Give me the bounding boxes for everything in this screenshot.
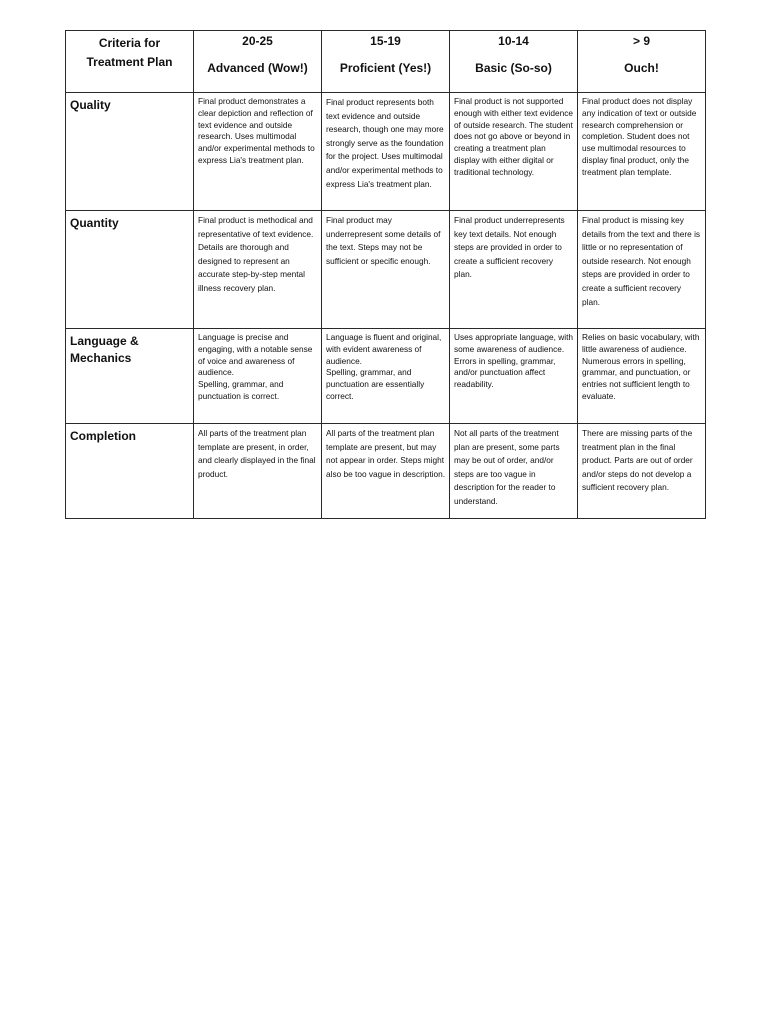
descriptor-text: Final product represents both text evidence and outside research, though one may more strongly serve as the foundation for the project. Uses multimodal and/or experimental methods to express Lia's treatment plan. [326, 97, 444, 189]
descriptor-text: Spelling, grammar, and punctuation are essentially correct. [326, 367, 425, 401]
level-label: Ouch! [624, 61, 659, 75]
score-range: 10-14 [498, 34, 529, 48]
descriptor-text: Spelling, grammar, and punctuation is correct. [198, 379, 284, 401]
descriptor-proficient [322, 211, 450, 329]
criterion-name: Completion [66, 424, 194, 519]
descriptor-text: Final product underrepresents key text details. Not enough steps are provided in order to create a sufficient recovery plan. [454, 215, 565, 280]
descriptor-text: There are missing parts of the treatment plan in the final product. Parts are out of order and/or steps do not develop a sufficient recovery plan. [582, 428, 693, 493]
score-range: > 9 [632, 34, 650, 48]
descriptor-ouch [578, 424, 706, 519]
descriptor-text: Errors in spelling, grammar, and/or punctuation affect readability. [454, 355, 556, 390]
descriptor-text: Final product is missing key details from the text and there is little or no representation of outside research. Not enough steps are provided in order to create a sufficient recovery plan. [582, 215, 701, 307]
descriptor-advanced [194, 93, 322, 211]
descriptor-text: All parts of the treatment plan template are present, in order, and clearly displayed in the final product. [198, 428, 316, 479]
descriptor-basic [450, 93, 578, 211]
header-row [66, 31, 706, 93]
score-range: 15-19 [370, 34, 401, 48]
level-header-proficient [322, 31, 450, 93]
criterion-name: Quality [66, 93, 194, 211]
level-label: Basic (So-so) [475, 61, 552, 75]
descriptor-advanced [194, 211, 322, 329]
descriptor-basic [450, 211, 578, 329]
descriptor-basic [450, 329, 578, 424]
descriptor-proficient [322, 424, 450, 519]
rubric-table [65, 30, 706, 519]
descriptor-text: Relies on basic vocabulary, with little awareness of audience. [582, 332, 700, 354]
level-label: Proficient (Yes!) [339, 61, 432, 75]
descriptor-basic [450, 424, 578, 519]
level-label: Advanced (Wow!) [207, 61, 308, 75]
descriptor-text: Uses appropriate language, with some awareness of audience. [454, 332, 573, 354]
criteria-header [66, 31, 194, 93]
descriptor-advanced [194, 329, 322, 424]
criteria-header-line2: Treatment Plan [86, 55, 173, 69]
descriptor-text: Numerous errors in spelling, grammar, and punctuation, or entries not sufficient length to evaluate. [582, 355, 691, 401]
criterion-name [66, 329, 194, 424]
descriptor-text: Final product does not display any indication of text or outside research comprehension or completion. Student does not use multimodal resources to display final product, only the treatment plan template. [582, 96, 697, 177]
rubric-row-completion [66, 424, 706, 519]
rubric-row-quality [66, 93, 706, 211]
criterion-name: Quantity [66, 211, 194, 329]
score-range: 20-25 [242, 34, 273, 48]
level-header-ouch [578, 31, 706, 93]
rubric-row-language-mechanics [66, 329, 706, 424]
descriptor-text: Final product demonstrates a clear depiction and reflection of text evidence and outside research. Uses multimodal and/or experimental methods to express Lia's treatment plan. [198, 96, 315, 165]
descriptor-text: All parts of the treatment plan template are present, but may not appear in order. Steps might also be too vague in description. [326, 428, 446, 479]
descriptor-text: Final product is methodical and representative of text evidence. Details are thorough and designed to represent an accurate step-by-step mental illness recovery plan. [198, 215, 314, 293]
descriptor-text: Language is fluent and original, with evident awareness of audience. [326, 332, 442, 366]
level-header-basic [450, 31, 578, 93]
criteria-header-line1: Criteria for [98, 36, 161, 50]
criterion-name-line1: Language & [70, 334, 139, 348]
criterion-name-line2: Mechanics [70, 351, 132, 365]
descriptor-text: Final product may underrepresent some details of the text. Steps may not be sufficient or specific enough. [326, 215, 441, 266]
descriptor-text: Not all parts of the treatment plan are present, some parts may be out of order, and/or steps are too vague in description for the reader to understand. [454, 428, 560, 506]
descriptor-ouch [578, 329, 706, 424]
descriptor-ouch [578, 93, 706, 211]
descriptor-text: Final product is not supported enough with either text evidence of outside research. The student does not go above or beyond in creating a treatment plan display with either digital or traditional technology. [454, 96, 574, 177]
descriptor-advanced [194, 424, 322, 519]
descriptor-proficient [322, 329, 450, 424]
level-header-advanced [194, 31, 322, 93]
descriptor-text: Language is precise and engaging, with a notable sense of voice and awareness of audience. [198, 332, 313, 378]
rubric-row-quantity [66, 211, 706, 329]
descriptor-ouch [578, 211, 706, 329]
descriptor-proficient [322, 93, 450, 211]
